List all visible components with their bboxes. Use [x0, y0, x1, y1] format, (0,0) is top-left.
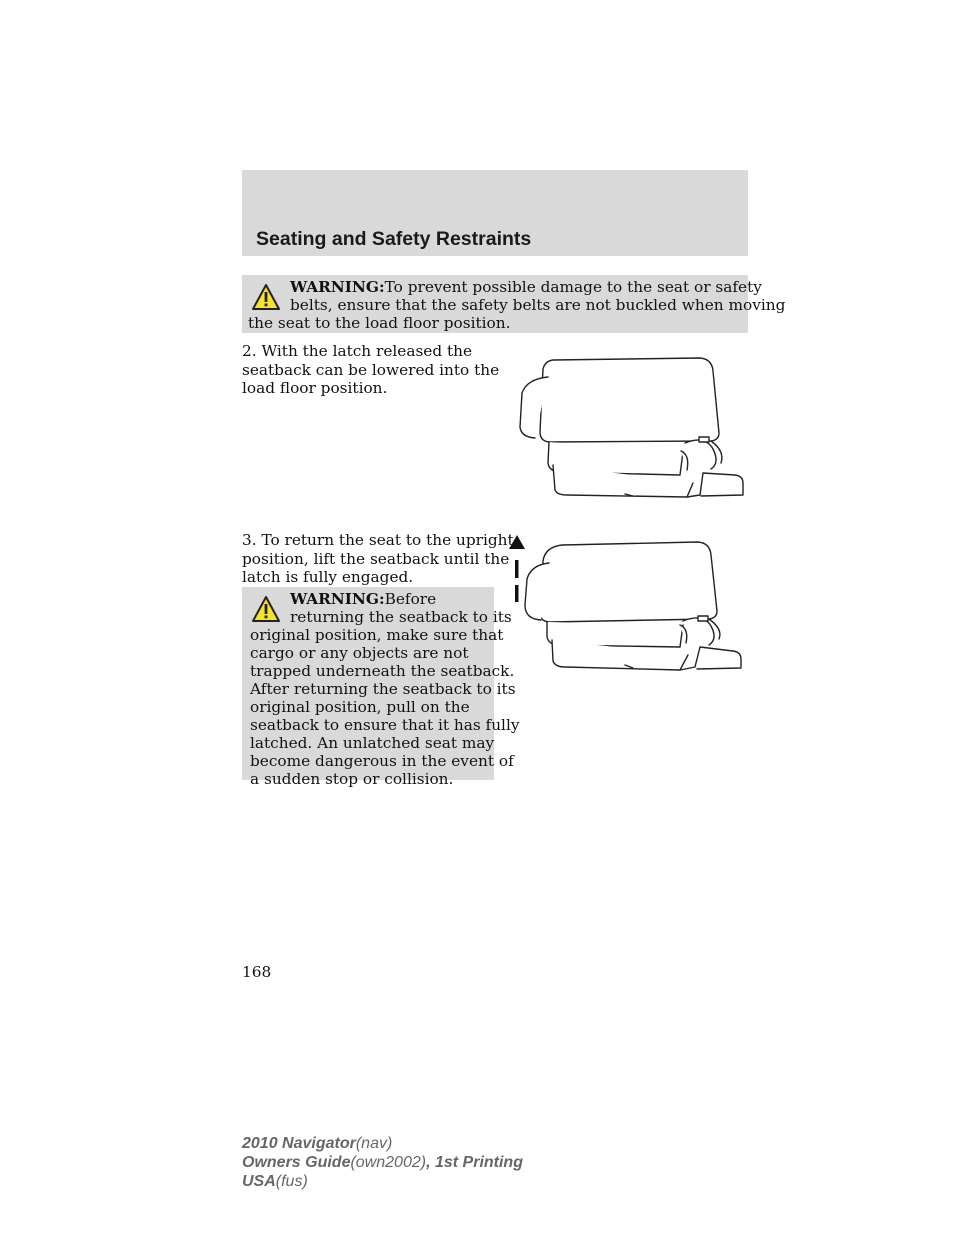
warning-line: the seat to the load floor position.: [248, 314, 511, 332]
warning-line: original position, pull on the: [250, 698, 470, 716]
warning-line: seatback to ensure that it has fully: [250, 716, 520, 734]
warning-line: latched. An unlatched seat may: [250, 734, 495, 752]
warning-line: become dangerous in the event of: [250, 752, 514, 770]
up-arrow-icon: [509, 535, 525, 602]
warning-line: returning the seatback to its: [290, 608, 512, 626]
warning-line: After returning the seatback to its: [250, 680, 516, 698]
warning-line: belts, ensure that the safety belts are not buckled when moving: [290, 296, 786, 314]
section-title: Seating and Safety Restraints: [256, 228, 532, 250]
warning-line: WARNING:To prevent possible damage to the seat or safety: [290, 278, 762, 296]
step-2-paragraph: 2. With the latch released the seatback can be lowered into the load floor position.: [242, 342, 500, 397]
warning-line: WARNING:Before: [290, 590, 437, 608]
seat-upright-illustration: [505, 533, 755, 683]
step-3-paragraph: 3. To return the seat to the upright position, lift the seatback until the latch is fully engaged.: [242, 531, 514, 586]
warning-box-seat-damage: [242, 275, 786, 333]
warning-line: original position, make sure that: [250, 626, 504, 644]
warning-triangle-icon: [252, 596, 280, 622]
warning-line: cargo or any objects are not: [250, 644, 469, 662]
warning-triangle-icon: [252, 284, 280, 310]
warning-line: trapped underneath the seatback.: [250, 662, 515, 680]
warning-line: a sudden stop or collision.: [250, 770, 454, 788]
page-number: 168: [242, 963, 272, 981]
print-footer: 2010 Navigator(nav) Owners Guide(own2002), 1st Printing USA(fus): [242, 1135, 523, 1190]
seat-load-floor-illustration: [515, 355, 755, 500]
warning-box-return-seatback: [242, 587, 520, 788]
warning-label: WARNING:: [290, 590, 385, 608]
warning-label: WARNING:: [290, 278, 385, 296]
